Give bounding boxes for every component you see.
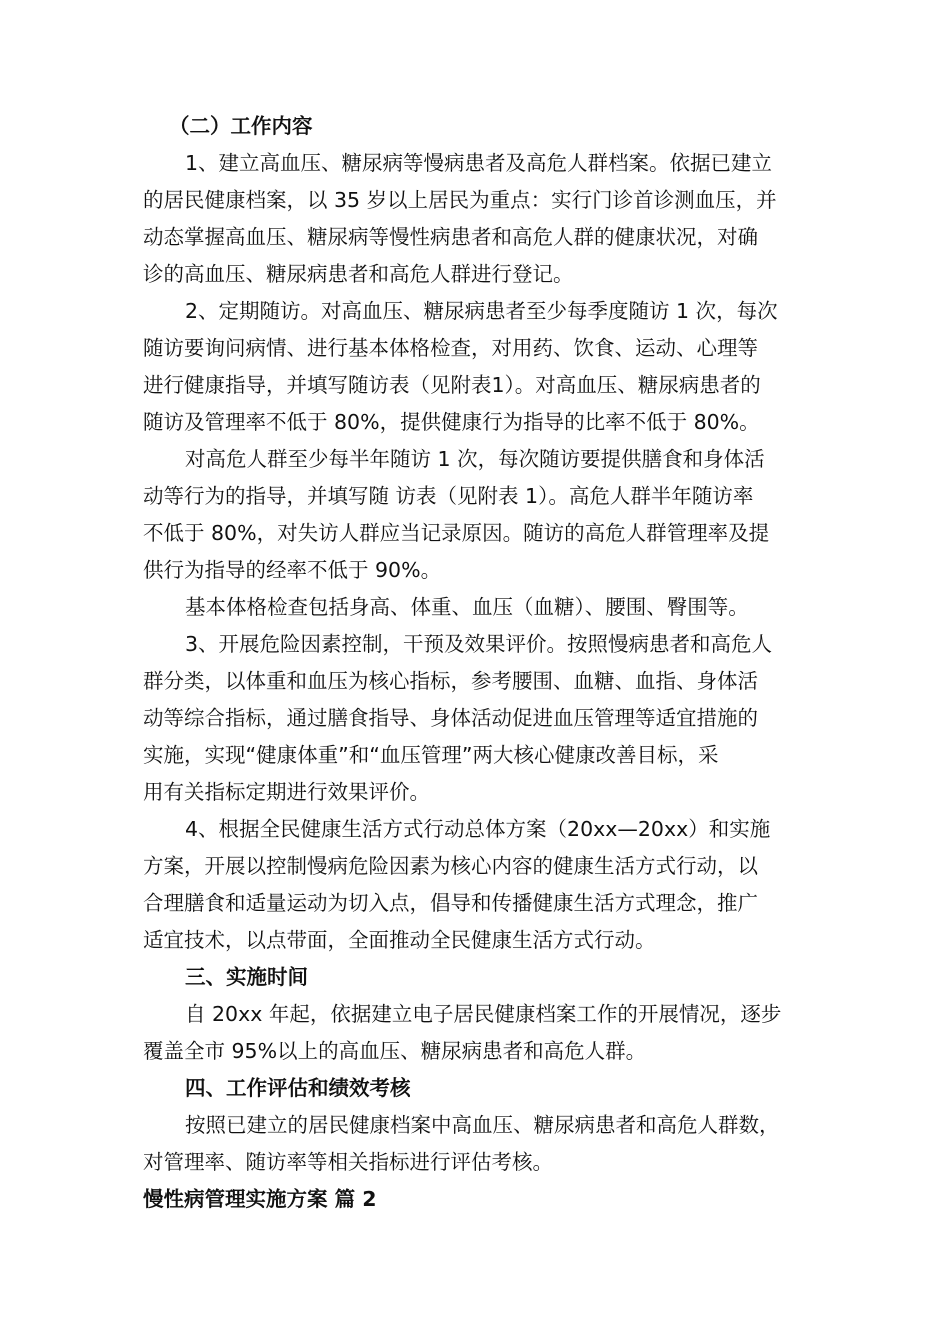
text-line: 合理膳食和适量运动为切入点，倡导和传播健康生活方式理念，推广 xyxy=(143,891,758,915)
paragraph-implementation-time xyxy=(143,996,823,1070)
text-line: 对管理率、随访率等相关指标进行评估考核。 xyxy=(143,1150,553,1174)
text-line: 按照已建立的居民健康档案中高血压、糖尿病患者和高危人群数， xyxy=(185,1113,780,1137)
text-line: 随访要询问病情、进行基本体格检查，对用药、饮食、运动、心理等 xyxy=(143,336,758,360)
paragraph-4 xyxy=(143,589,823,626)
paragraph-5 xyxy=(143,626,823,811)
text-line: 群分类，以体重和血压为核心指标，参考腰围、血糖、血指、身体活 xyxy=(143,669,758,693)
text-line: 对高危人群至少每半年随访 1 次，每次随访要提供膳食和身体活 xyxy=(185,447,765,471)
text-line: 随访及管理率不低于 80%，提供健康行为指导的比率不低于 80%。 xyxy=(143,410,760,434)
text-line: 进行健康指导，并填写随访表（见附表1）。对高血压、糖尿病患者的 xyxy=(143,373,761,397)
section-heading-evaluation: 四、工作评估和绩效考核 xyxy=(185,1076,411,1100)
paragraph-6 xyxy=(143,811,823,959)
text-line: 动等综合指标，通过膳食指导、身体活动促进血压管理等适宜措施的 xyxy=(143,706,758,730)
text-line: 动态掌握高血压、糖尿病等慢性病患者和高危人群的健康状况，对确 xyxy=(143,225,758,249)
paragraph-1 xyxy=(143,145,823,293)
text-line: 自 20xx 年起，依据建立电子居民健康档案工作的开展情况，逐步 xyxy=(185,1002,782,1026)
text-line: 基本体格检查包括身高、体重、血压（血糖）、腰围、臀围等。 xyxy=(185,595,749,619)
text-line: 动等行为的指导，并填写随 访表（见附表 1）。高危人群半年随访率 xyxy=(143,484,754,508)
section-heading-work-content: （二）工作内容 xyxy=(169,114,313,138)
paragraph-evaluation xyxy=(143,1107,823,1181)
text-line: 的居民健康档案，以 35 岁以上居民为重点：实行门诊首诊测血压，并 xyxy=(143,188,777,212)
section-heading-implementation-time: 三、实施时间 xyxy=(185,965,308,989)
text-line: 1、建立高血压、糖尿病等慢病患者及高危人群档案。依据已建立 xyxy=(185,151,773,175)
text-line: 覆盖全市 95%以上的高血压、糖尿病患者和高危人群。 xyxy=(143,1039,647,1063)
text-line: 诊的高血压、糖尿病患者和高危人群进行登记。 xyxy=(143,262,574,286)
document-body xyxy=(143,108,823,1218)
text-line: 适宜技术，以点带面，全面推动全民健康生活方式行动。 xyxy=(143,928,656,952)
text-line: 实施，实现“健康体重”和“血压管理”两大核心健康改善目标，采 xyxy=(143,743,719,767)
text-line: 方案，开展以控制慢病危险因素为核心内容的健康生活方式行动，以 xyxy=(143,854,758,878)
text-line: 供行为指导的经率不低于 90%。 xyxy=(143,558,442,582)
document-title-part-2: 慢性病管理实施方案 篇 2 xyxy=(143,1187,377,1211)
text-line: 2、定期随访。对高血压、糖尿病患者至少每季度随访 1 次，每次 xyxy=(185,299,778,323)
text-line: 用有关指标定期进行效果评价。 xyxy=(143,780,430,804)
text-line: 不低于 80%，对失访人群应当记录原因。随访的高危人群管理率及提 xyxy=(143,521,770,545)
paragraph-2 xyxy=(143,293,823,441)
paragraph-3 xyxy=(143,441,823,589)
text-line: 3、开展危险因素控制，干预及效果评价。按照慢病患者和高危人 xyxy=(185,632,773,656)
text-line: 4、根据全民健康生活方式行动总体方案（20xx—20xx）和实施 xyxy=(185,817,771,841)
